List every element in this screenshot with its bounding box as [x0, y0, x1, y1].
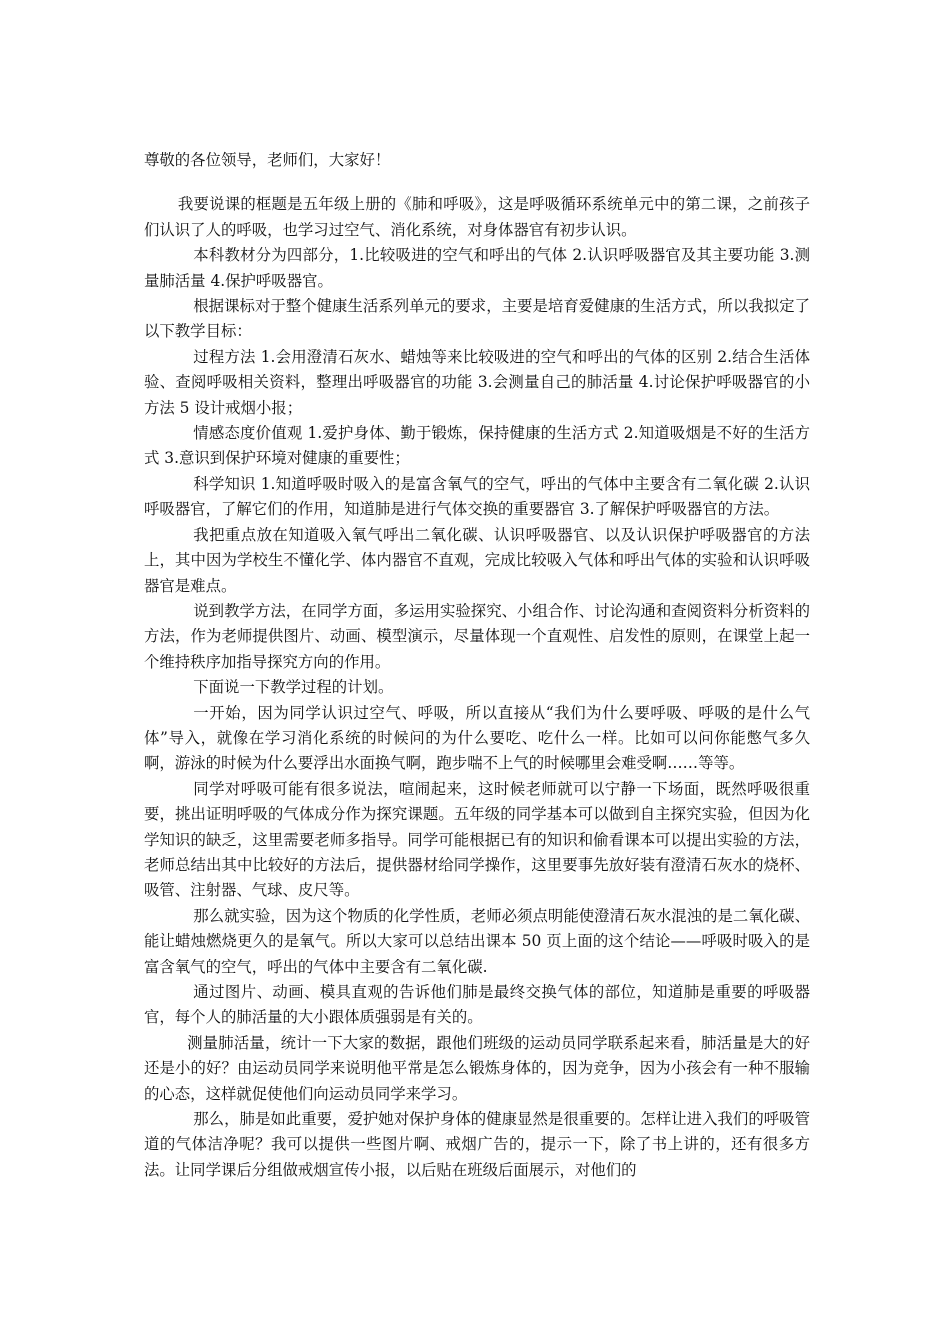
paragraph-process-goals: 过程方法 1.会用澄清石灰水、蜡烛等来比较吸进的空气和呼出的气体的区别 2.结合生活体验、查阅呼吸相关资料，整理出呼吸器官的功能 3.会测量自己的肺活量 4.讨论保护呼吸器官的小方法 5 设计戒烟小报； — [144, 347, 810, 417]
paragraph-introduction-step: 一开始，因为同学认识过空气、呼吸，所以直接从“我们为什么要呼吸、呼吸的是什么气体”导入，就像在学习消化系统的时候问的为什么要吃、吃什么一样。比如可以问你能憋气多久啊，游泳的时候为什么要浮出水面换气啊，跑步喘不上气的时候哪里会难受啊……等等。 — [144, 703, 810, 773]
paragraph-curriculum: 根据课标对于整个健康生活系列单元的要求，主要是培育爱健康的生活方式，所以我拟定了以下教学目标： — [144, 297, 810, 341]
paragraph-protection-step: 那么，肺是如此重要，爱护她对保护身体的健康显然是很重要的。怎样让进入我们的呼吸管道的气体洁净呢？我可以提供一些图片啊、戒烟广告的，提示一下，除了书上讲的，还有很多方法。让同学课后分组做戒烟宣传小报，以后贴在班级后面展示，对他们的 — [144, 1110, 810, 1179]
paragraph-capacity-step: 测量肺活量，统计一下大家的数据，跟他们班级的运动员同学联系起来看，肺活量是大的好还是小的好？由运动员同学来说明他平常是怎么锻炼身体的，因为竞争，因为小孩会有一种不服输的心态，这样就促使他们向运动员同学来学习。 — [144, 1033, 810, 1103]
greeting-line: 尊敬的各位领导，老师们，大家好！ — [144, 151, 391, 169]
paragraph-inquiry-step: 同学对呼吸可能有很多说法，喧闹起来，这时候老师就可以宁静一下场面，既然呼吸很重要，挑出证明呼吸的气体成分作为探究课题。五年级的同学基本可以做到自主探究实验，但因为化学知识的缺乏，这里需要老师多指导。同学可能根据已有的知识和偷看课本可以提出实验的方法，老师总结出其中比较好的方法后，提供器材给同学操作，这里要事先放好装有澄清石灰水的烧杯、吸管、注射器、气球、皮尺等。 — [144, 779, 810, 900]
paragraph-intro: 我要说课的框题是五年级上册的《肺和呼吸》，这是呼吸循环系统单元中的第二课，之前孩子们认识了人的呼吸，也学习过空气、消化系统，对身体器官有初步认识。 — [144, 195, 810, 239]
paragraph-key-points: 我把重点放在知道吸入氧气呼出二氧化碳、认识呼吸器官、以及认识保护呼吸器官的方法上，其中因为学校生不懂化学、体内器官不直观，完成比较吸入气体和呼出气体的实验和认识呼吸器官是难点。 — [144, 525, 810, 595]
paragraph-experiment-step: 那么就实验，因为这个物质的化学性质，老师必须点明能使澄清石灰水混浊的是二氧化碳、能让蜡烛燃烧更久的是氧气。所以大家可以总结出课本 50 页上面的这个结论——呼吸时吸入的是富含氧气的空气，呼出的气体中主要含有二氧化碳. — [144, 906, 810, 976]
paragraph-materials: 本科教材分为四部分，1.比较吸进的空气和呼出的气体 2.认识呼吸器官及其主要功能 3.测量肺活量 4.保护呼吸器官。 — [144, 246, 810, 290]
document-body — [144, 148, 810, 1183]
paragraph-attitude-goals: 情感态度价值观 1.爱护身体、勤于锻炼，保持健康的生活方式 2.知道吸烟是不好的生活方式 3.意识到保护环境对健康的重要性； — [144, 424, 810, 468]
paragraph-methods: 说到教学方法，在同学方面，多运用实验探究、小组合作、讨论沟通和查阅资料分析资料的方法，作为老师提供图片、动画、模型演示，尽量体现一个直观性、启发性的原则，在课堂上起一个维持秩序加指导探究方向的作用。 — [144, 601, 810, 671]
paragraph-process-plan: 下面说一下教学过程的计划。 — [193, 678, 394, 697]
paragraph-knowledge-goals: 科学知识 1.知道呼吸时吸入的是富含氧气的空气，呼出的气体中主要含有二氧化碳 2.认识呼吸器官，了解它们的作用，知道肺是进行气体交换的重要器官 3.了解保护呼吸器官的方法。 — [144, 474, 810, 519]
paragraph-lungs-step: 通过图片、动画、模具直观的告诉他们肺是最终交换气体的部位，知道肺是重要的呼吸器官，每个人的肺活量的大小跟体质强弱是有关的。 — [144, 983, 810, 1027]
